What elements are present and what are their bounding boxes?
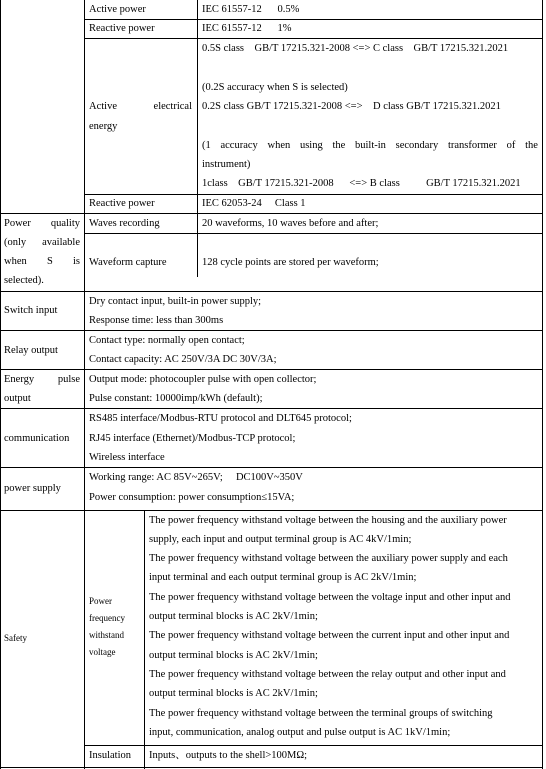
justified-word: transformer <box>447 140 497 151</box>
label-word: Power <box>4 218 31 229</box>
justified-word: of <box>506 140 516 151</box>
row-line <box>84 745 543 746</box>
waves-recording-value: 20 waveforms, 10 waves before and after; <box>202 218 379 229</box>
withstand-line: supply, each input and output terminal group is AC 4kV/1min; <box>149 534 412 545</box>
label-word: (only <box>4 237 27 248</box>
safety-label: Safety <box>4 633 27 643</box>
active-energy-line: 0.5S class GB/T 17215.321-2008 <=> C class GB/T 17215.321.2021 <box>202 43 509 54</box>
table-border-right <box>542 0 543 769</box>
communication-line: Wireless interface <box>89 452 165 463</box>
label-word: Energy <box>4 374 35 385</box>
justified-word: accuracy <box>220 140 258 151</box>
active-power-value: IEC 61557-12 0.5% <box>202 4 300 15</box>
communication-line: RJ45 interface (Ethernet)/Modbus-TCP protocol; <box>89 433 296 444</box>
withstand-line: output terminal blocks is AC 2kV/1min; <box>149 688 318 699</box>
withstand-label-line: frequency <box>89 613 125 623</box>
withstand-line: The power frequency withstand voltage between the current input and other input and <box>149 630 510 641</box>
switch-input-line: Response time: less than 300ms <box>89 315 224 326</box>
active-energy-line: (0.2S accuracy when S is selected) <box>202 82 348 93</box>
switch-input-line: Dry contact input, built-in power supply; <box>89 296 262 307</box>
withstand-line: The power frequency withstand voltage between the terminal groups of switching <box>149 708 493 719</box>
energy-pulse-line: Output mode: photocoupler pulse with open collector; <box>89 374 317 385</box>
withstand-label-line: Power <box>89 596 112 606</box>
row-line <box>84 38 543 39</box>
active-energy-line: 0.2S class GB/T 17215.321-2008 <=> D class GB/T 17215.321.2021 <box>202 101 501 112</box>
label-word: when <box>4 256 27 267</box>
withstand-line: The power frequency withstand voltage between the housing and the auxiliary power <box>149 515 507 526</box>
active-energy-label-word: energy <box>89 121 118 132</box>
row-line <box>0 213 543 214</box>
label-word: available <box>42 237 80 248</box>
reactive-energy-label: Reactive power <box>89 198 155 209</box>
row-line <box>0 369 543 370</box>
power-quality-label-line <box>4 217 80 230</box>
active-energy-line: 1class GB/T 17215.321-2008 <=> B class GB/T 17215.321.2021 <box>202 178 521 189</box>
active-power-label: Active power <box>89 4 146 15</box>
waveform-capture-label: Waveform capture <box>89 257 167 268</box>
waveform-capture-value: 128 cycle points are stored per waveform; <box>202 257 379 268</box>
active-energy-justified-line <box>202 139 538 152</box>
communication-label: communication <box>4 433 70 444</box>
row-line <box>84 194 543 195</box>
row-line <box>84 19 543 20</box>
row-line <box>0 291 543 292</box>
relay-output-line: Contact type: normally open contact; <box>89 335 245 346</box>
justified-word: secondary <box>395 140 439 151</box>
justified-word: when <box>267 140 291 151</box>
row-line <box>0 510 543 511</box>
active-energy-label-word: electrical <box>153 101 192 112</box>
power-supply-line: Working range: AC 85V~265V; DC100V~350V <box>89 472 303 483</box>
withstand-line: output terminal blocks is AC 2kV/1min; <box>149 650 318 661</box>
withstand-line: The power frequency withstand voltage between the voltage input and other input and <box>149 592 511 603</box>
withstand-label-line: withstand <box>89 630 124 640</box>
relay-output-label: Relay output <box>4 345 58 356</box>
active-energy-line: instrument) <box>202 159 251 170</box>
energy-pulse-label-word: output <box>4 393 31 404</box>
insulation-value: Inputs、outputs to the shell>100MΩ; <box>149 750 308 761</box>
justified-word: (1 <box>202 140 211 151</box>
justified-word: using <box>299 140 323 151</box>
column-divider-subhead <box>197 0 198 277</box>
withstand-line: input, communication, analog output and pulse output is AC 1kV/1min; <box>149 727 451 738</box>
communication-line: RS485 interface/Modbus-RTU protocol and DLT645 protocol; <box>89 413 352 424</box>
justified-word: built-in <box>355 140 386 151</box>
active-energy-label-word: Active <box>89 101 117 112</box>
justified-word: the <box>525 140 538 151</box>
energy-pulse-line: Pulse constant: 10000imp/kWh (default); <box>89 393 263 404</box>
active-energy-label <box>89 100 192 113</box>
power-quality-label-line: selected). <box>4 275 44 286</box>
column-divider-label <box>84 0 85 769</box>
table-border-left <box>0 0 1 769</box>
row-line <box>0 330 543 331</box>
withstand-line: The power frequency withstand voltage between the relay output and other input and <box>149 669 506 680</box>
row-line <box>84 233 543 234</box>
row-line <box>0 467 543 468</box>
justified-word: the <box>332 140 346 151</box>
waves-recording-label: Waves recording <box>89 218 160 229</box>
switch-input-label: Switch input <box>4 305 58 316</box>
label-word: quality <box>50 218 80 229</box>
power-supply-label: power supply <box>4 483 61 494</box>
reactive-power-label: Reactive power <box>89 23 155 34</box>
label-word: S <box>46 256 53 267</box>
reactive-energy-value: IEC 62053-24 Class 1 <box>202 198 306 209</box>
withstand-line: input terminal and each output terminal group is AC 2kV/1min; <box>149 572 417 583</box>
reactive-power-value: IEC 61557-12 1% <box>202 23 292 34</box>
withstand-label-line: voltage <box>89 647 116 657</box>
column-divider-safety-sub <box>144 510 145 769</box>
withstand-line: output terminal blocks is AC 2kV/1min; <box>149 611 318 622</box>
power-quality-label-line <box>4 255 80 268</box>
table-border-bottom <box>0 767 543 768</box>
row-line <box>0 408 543 409</box>
power-supply-line: Power consumption: power consumption≤15VA; <box>89 492 295 503</box>
label-word: pulse <box>57 374 80 385</box>
power-quality-label-line <box>4 236 80 249</box>
withstand-line: The power frequency withstand voltage between the auxiliary power supply and each <box>149 553 508 564</box>
insulation-label: Insulation <box>89 750 131 761</box>
label-word: is <box>72 256 80 267</box>
energy-pulse-label <box>4 373 80 386</box>
relay-output-line: Contact capacity: AC 250V/3A DC 30V/3A; <box>89 354 277 365</box>
